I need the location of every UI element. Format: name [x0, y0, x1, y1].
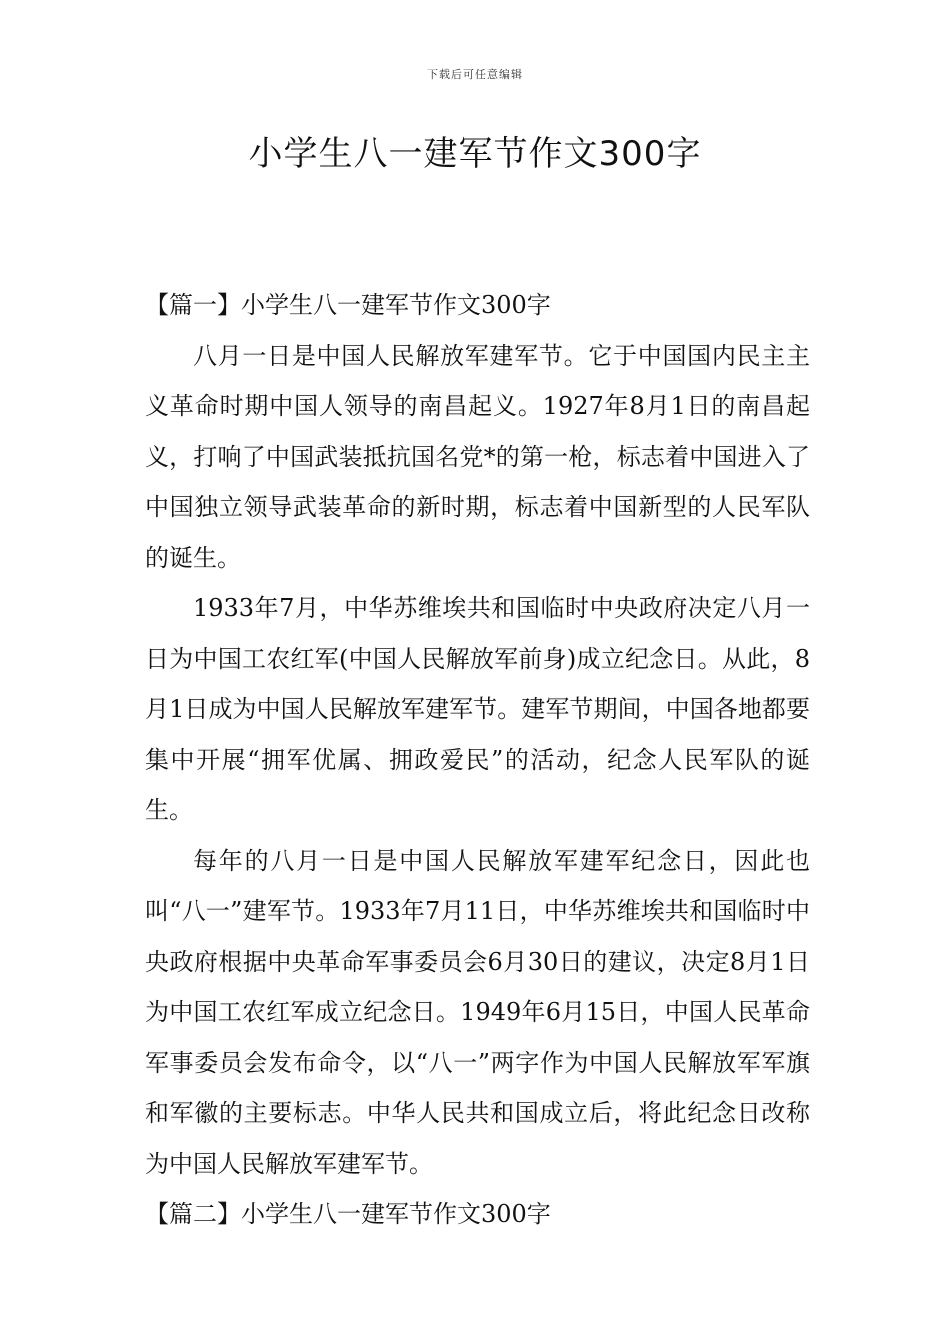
paragraph-1: 八月一日是中国人民解放军建军节。它于中国国内民主主义革命时期中国人领导的南昌起义。1927年8月1日的南昌起义，打响了中国武装抵抗国名党*的第一枪，标志着中国进入了中国独立领导武装革命的新时期，标志着中国新型的人民军队的诞生。	[145, 341, 810, 572]
document-body	[145, 280, 810, 1240]
document-title: 小学生八一建军节作文300字	[248, 134, 702, 174]
paragraph-3: 每年的八月一日是中国人民解放军建军纪念日，因此也叫“八一”建军节。1933年7月11日，中华苏维埃共和国临时中央政府根据中央革命军事委员会6月30日的建议，决定8月1日为中国工农红军成立纪念日。1949年6月15日，中国人民革命军事委员会发布命令，以“八一”两字作为中国人民解放军军旗和军徽的主要标志。中华人民共和国成立后，将此纪念日改称为中国人民解放军建军节。	[145, 846, 810, 1178]
section-heading-1: 【篇一】小学生八一建军节作文300字	[145, 291, 551, 319]
paragraph-2: 1933年7月，中华苏维埃共和国临时中央政府决定八月一日为中国工农红军(中国人民解放军前身)成立纪念日。从此，8月1日成为中国人民解放军建军节。建军节期间，中国各地都要集中开展“拥军优属、拥政爱民”的活动，纪念人民军队的诞生。	[145, 594, 810, 824]
header-note: 下载后可任意编辑	[427, 68, 523, 81]
section-heading-2: 【篇二】小学生八一建军节作文300字	[145, 1200, 551, 1228]
